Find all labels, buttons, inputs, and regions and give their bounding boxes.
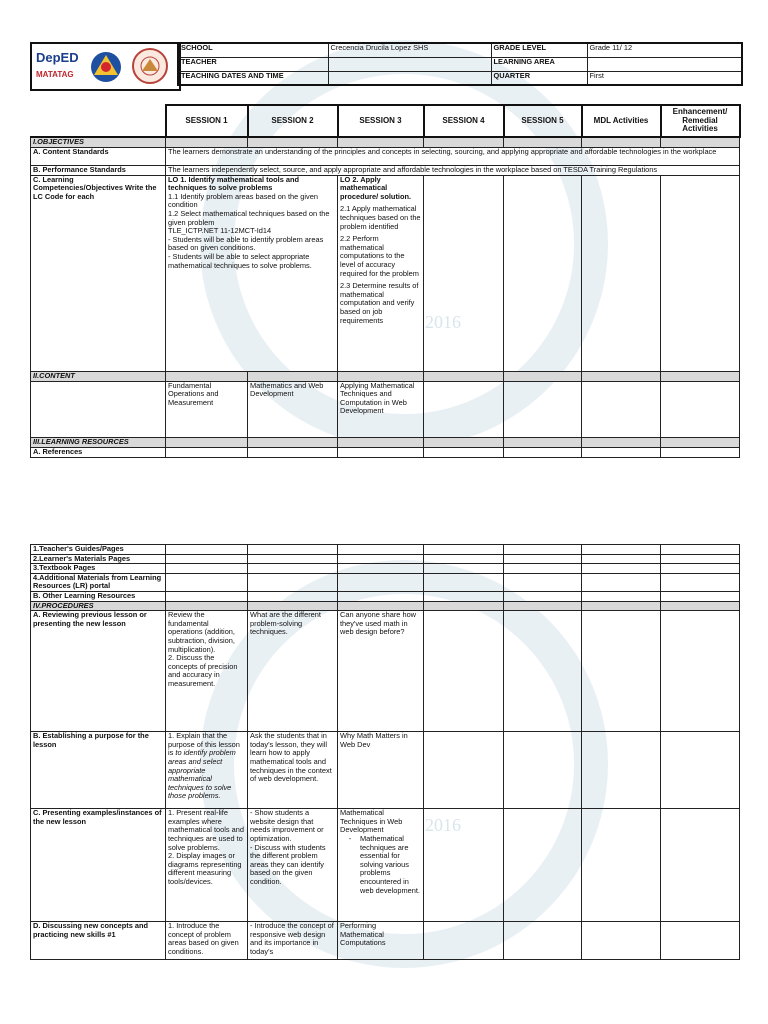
procedure-c-session-3: Mathematical Techniques in Web Development - Mathematical techniques are essential for solving various problems encountered in web development. <box>338 809 424 922</box>
school-seal-logo <box>130 47 170 85</box>
content-heading: II.CONTENT <box>31 371 166 381</box>
lo2-point-3: 2.3 Determine results of mathematical computation and verify based on job requirements <box>340 281 419 325</box>
procedure-a-session-3: Can anyone share how they've used math in web design before? <box>338 611 424 732</box>
watermark-year: 2016 <box>425 312 461 332</box>
procedure-d-session-1: 1. Introduce the concept of problem areas based on given conditions. <box>166 922 248 960</box>
procedure-c-bullet: Mathematical techniques are essential for solving various problems encountered in web development. <box>360 833 420 895</box>
school-value: Crecencia Drucila Lopez SHS <box>328 43 491 57</box>
textbook-pages-label: 3.Textbook Pages <box>31 564 166 574</box>
procedures-heading: IV.PROCEDURES <box>31 601 166 611</box>
learning-area-value <box>587 57 742 71</box>
teacher-value <box>328 57 491 71</box>
header-info-table <box>177 42 743 86</box>
lesson-plan-table-page2 <box>30 544 740 960</box>
matatag-logo: MATATAG <box>36 70 74 79</box>
procedure-d-session-3: Performing Mathematical Computations <box>338 922 424 960</box>
procedure-a-label: A. Reviewing previous lesson or presenting the new lesson <box>31 611 166 732</box>
content-standards-label: A. Content Standards <box>31 147 166 165</box>
procedure-d-label: D. Discussing new concepts and practicing new skills #1 <box>31 922 166 960</box>
teachers-guide-label: 1.Teacher's Guides/Pages <box>31 545 166 555</box>
teacher-label: TEACHER <box>178 57 328 71</box>
lc-session-3 <box>338 175 424 371</box>
col-enhancement: Enhancement/ Remedial Activities <box>661 105 740 137</box>
procedure-c-session-2: - Show students a website design that needs improvement or optimization. - Discuss with students the different problem areas they can identify based on the given condition. <box>248 809 338 922</box>
additional-materials-label: 4.Additional Materials from Learning Resources (LR) portal <box>31 573 166 591</box>
grade-level-value: Grade 11/ 12 <box>587 43 742 57</box>
header-logos <box>30 42 181 91</box>
objectives-heading: I.OBJECTIVES <box>31 137 166 147</box>
watermark-year: 2016 <box>425 815 461 835</box>
quarter-label: QUARTER <box>491 71 587 85</box>
learning-area-label: LEARNING AREA <box>491 57 587 71</box>
content-session-1: Fundamental Operations and Measurement <box>166 381 248 437</box>
school-label: SCHOOL <box>178 43 328 57</box>
content-standards-text: The learners demonstrate an understanding of the principles and concepts in selecting, sourcing, and applying appropriate and affordable technologies in the workplace <box>166 147 740 165</box>
quarter-value: First <box>587 71 742 85</box>
procedure-a-session-2: What are the different problem-solving techniques. <box>248 611 338 732</box>
other-resources-label: B. Other Learning Resources <box>31 591 166 601</box>
procedure-b-label: B. Establishing a purpose for the lesson <box>31 732 166 809</box>
procedure-b-session-3: Why Math Matters in Web Dev <box>338 732 424 809</box>
procedure-d-session-2: - Introduce the concept of responsive web design and its importance in today's <box>248 922 338 960</box>
content-session-3: Applying Mathematical Techniques and Computation in Web Development <box>338 381 424 437</box>
lo1-body: 1.1 Identify problem areas based on the given condition 1.2 Select mathematical techniques based on the given problem TLE_ICTP.NET 11-12MCT-Id14 - Students will be able to identify problem areas based on given conditions. - Students will be able to select appropriate mathematical techniques to solve problems. <box>168 191 330 270</box>
deped-logo: DepED <box>36 50 79 65</box>
teaching-dates-label: TEACHING DATES AND TIME <box>178 71 328 85</box>
content-session-2: Mathematics and Web Development <box>248 381 338 437</box>
procedure-c-label: C. Presenting examples/instances of the new lesson <box>31 809 166 922</box>
lo2-title: LO 2. Apply mathematical procedure/ solution. <box>340 175 412 201</box>
performance-standards-text: The learners independently select, source, and apply appropriate and affordable technologies in the workplace based on TESDA Training Regulations <box>166 165 740 175</box>
col-session-1: SESSION 1 <box>166 105 248 137</box>
lo2-point-2: 2.2 Perform mathematical computations to the level of accuracy required for the problem <box>340 234 419 278</box>
grade-level-label: GRADE LEVEL <box>491 43 587 57</box>
procedure-b-session-1: 1. Explain that the purpose of this lesson is to identify problem areas and select appropriate mathematical techniques to solve those problems. <box>166 732 248 809</box>
col-session-4: SESSION 4 <box>424 105 504 137</box>
procedure-a-session-1: Review the fundamental operations (addition, subtraction, division, multiplication). 2. Discuss the concepts of precision and accuracy in measurement. <box>166 611 248 732</box>
lesson-plan-table-page1 <box>30 104 741 458</box>
teaching-dates-value <box>328 71 491 85</box>
learning-competencies-label: C. Learning Competencies/Objectives Write the LC Code for each <box>31 175 166 371</box>
col-session-2: SESSION 2 <box>248 105 338 137</box>
procedure-c-session-1: 1. Present real-life examples where mathematical tools and techniques are used to solve problems. 2. Display images or diagrams representing different measuring tools/devices. <box>166 809 248 922</box>
references-label: A. References <box>31 447 166 457</box>
learners-materials-label: 2.Learner's Materials Pages <box>31 554 166 564</box>
lc-session-1 <box>166 175 338 371</box>
bagong-pilipinas-logo <box>86 50 126 84</box>
col-mdl-activities: MDL Activities <box>582 105 661 137</box>
col-session-3: SESSION 3 <box>338 105 424 137</box>
procedure-b-session-2: Ask the students that in today's lesson, they will learn how to apply mathematical tools and techniques in the context of web development. <box>248 732 338 809</box>
col-session-5: SESSION 5 <box>504 105 582 137</box>
lo2-point-1: 2.1 Apply mathematical techniques based on the problem identified <box>340 204 421 231</box>
performance-standards-label: B. Performance Standards <box>31 165 166 175</box>
lo1-title: LO 1. Identify mathematical tools and techniques to solve problems <box>168 175 300 193</box>
learning-resources-heading: III.LEARNING RESOURCES <box>31 437 166 447</box>
